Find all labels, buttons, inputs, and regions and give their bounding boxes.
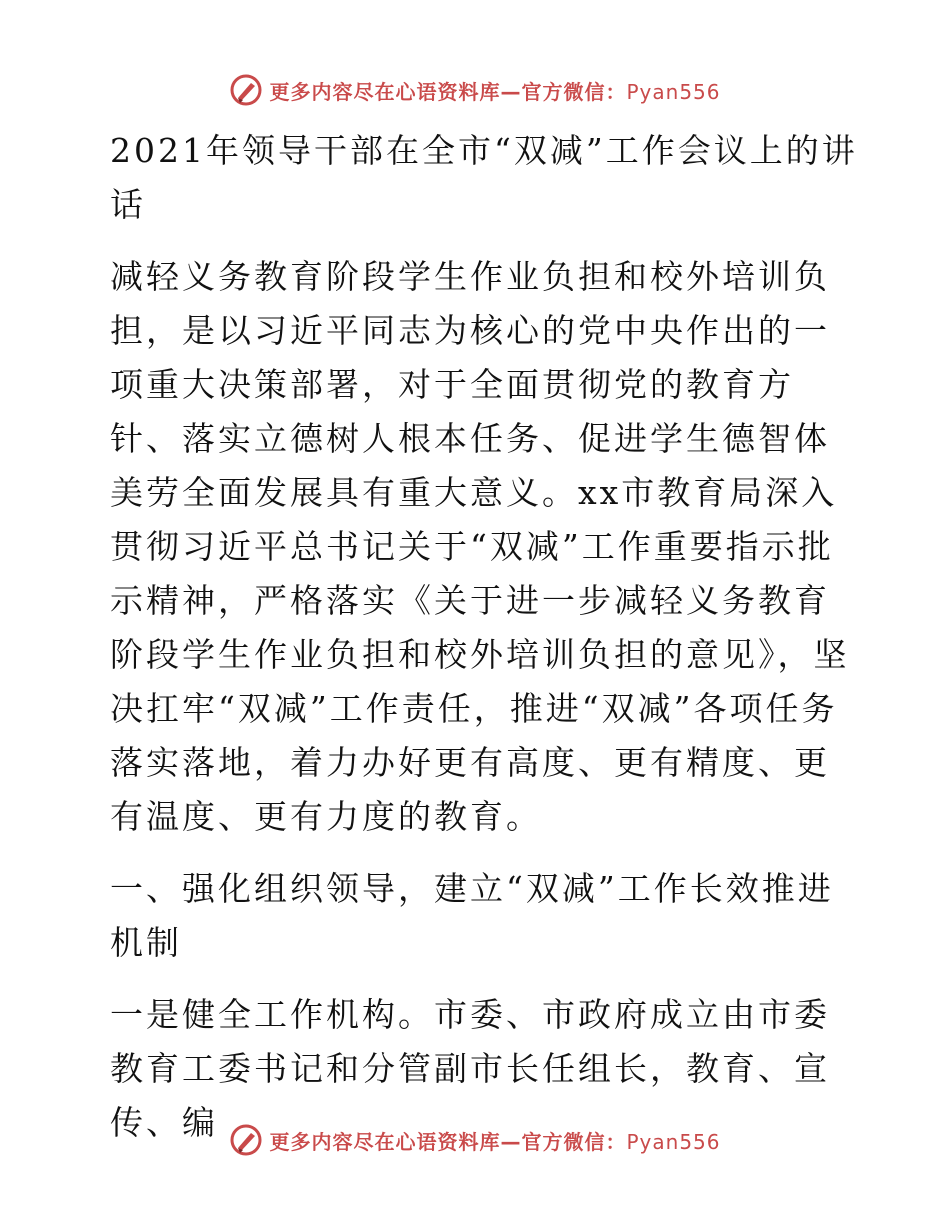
pen-logo-icon [229, 1123, 263, 1157]
watermark-text: 更多内容尽在心语资料库—官方微信：Pyan556 [269, 79, 721, 104]
document-title: 2021年领导干部在全市“双减”工作会议上的讲话 [110, 131, 858, 224]
watermark-text: 更多内容尽在心语资料库—官方微信：Pyan556 [269, 1129, 721, 1154]
document-body [98, 124, 858, 1168]
footer-watermark [0, 1120, 950, 1160]
section-paragraph: 一是健全工作机构。市委、市政府成立由市委教育工委书记和分管副市长任组长，教育、宣传、编 [110, 995, 830, 1142]
header-watermark [0, 70, 950, 110]
section-heading: 一、强化组织领导，建立“双减”工作长效推进机制 [110, 869, 834, 962]
intro-paragraph: 减轻义务教育阶段学生作业负担和校外培训负担，是以习近平同志为核心的党中央作出的一项重大决策部署，对于全面贯彻党的教育方针、落实立德树人根本任务、促进学生德智体美劳全面发展具有重大意义。xx市教育局深入贯彻习近平总书记关于“双减”工作重要指示批示精神，严格落实《关于进一步减轻义务教育阶段学生作业负担和校外培训负担的意见》，坚决扛牢“双减”工作责任，推进“双减”各项任务落实落地，着力办好更有高度、更有精度、更有温度、更有力度的教育。 [110, 257, 850, 836]
pen-logo-icon [229, 73, 263, 107]
